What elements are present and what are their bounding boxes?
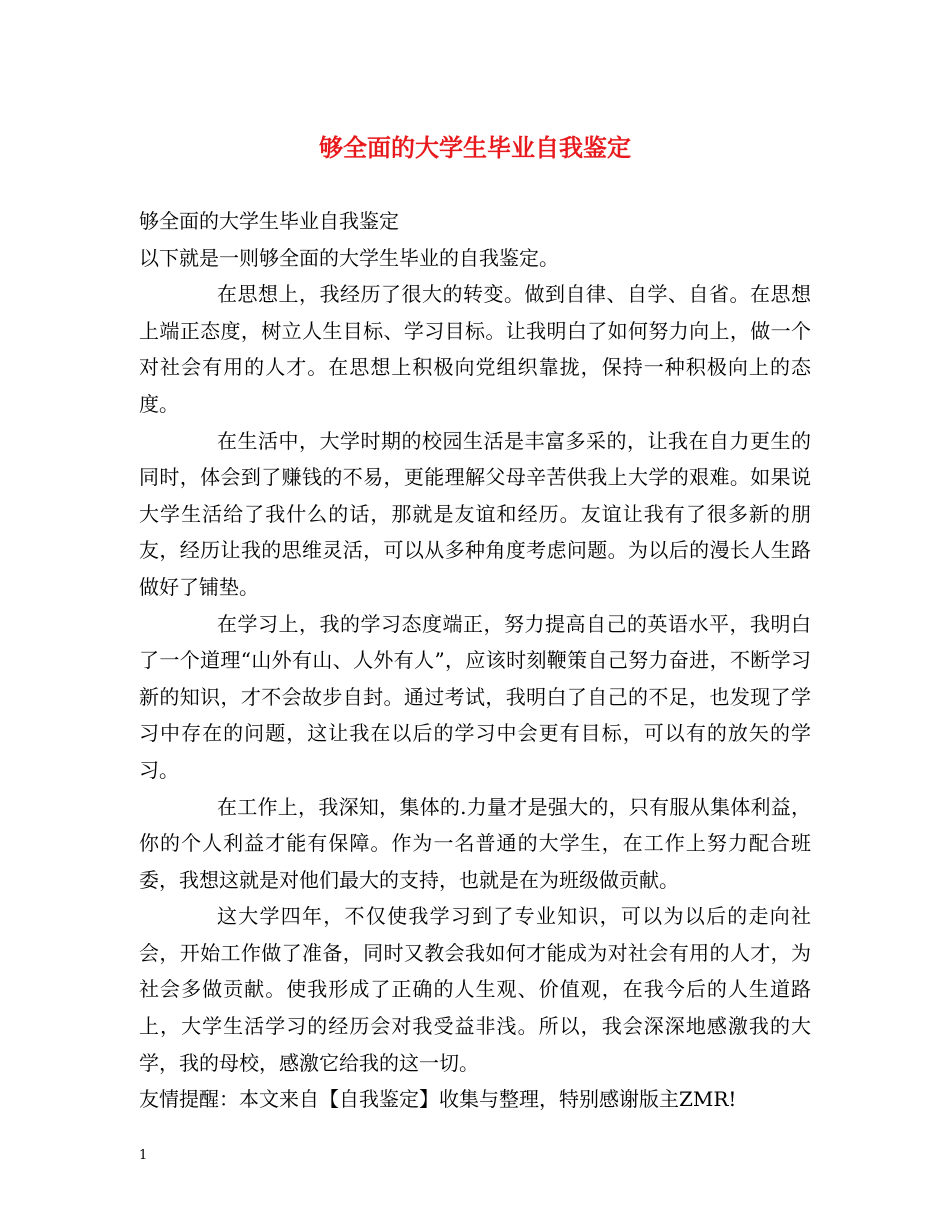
subtitle-line: 够全面的大学生毕业自我鉴定 xyxy=(139,209,399,233)
document-title: 够全面的大学生毕业自我鉴定 xyxy=(319,134,631,162)
document-body xyxy=(139,203,811,1118)
paragraph-study: 在学习上，我的学习态度端正，努力提高自己的英语水平，我明白了一个道理“山外有山、人外有人”，应该时刻鞭策自己努力奋进，不断学习新的知识，才不会故步自封。通过考试，我明白了自己的不足，也发现了学习中存在的问题，这让我在以后的学习中会更有目标，可以有的放矢的学习。 xyxy=(139,611,811,782)
paragraph-work: 在工作上，我深知，集体的.力量才是强大的，只有服从集体利益，你的个人利益才能有保障。作为一名普通的大学生，在工作上努力配合班委，我想这就是对他们最大的支持，也就是在为班级做贡献。 xyxy=(139,794,811,892)
footer-note: 友情提醒：本文来自【自我鉴定】收集与整理，特别感谢版主ZMR! xyxy=(139,1087,737,1112)
page-number: 1 xyxy=(139,1148,148,1163)
paragraph-life: 在生活中，大学时期的校园生活是丰富多采的，让我在自力更生的同时，体会到了赚钱的不易，更能理解父母辛苦供我上大学的艰难。如果说大学生活给了我什么的话，那就是友谊和经历。友谊让我有了很多新的朋友，经历让我的思维灵活，可以从多种角度考虑问题。为以后的漫长人生路做好了铺垫。 xyxy=(139,428,811,599)
paragraph-thought: 在思想上，我经历了很大的转变。做到自律、自学、自省。在思想上端正态度，树立人生目标、学习目标。让我明白了如何努力向上，做一个对社会有用的人才。在思想上积极向党组织靠拢，保持一种积极向上的态度。 xyxy=(139,282,811,416)
intro-line: 以下就是一则够全面的大学生毕业的自我鉴定。 xyxy=(139,245,559,270)
paragraph-summary: 这大学四年，不仅使我学习到了专业知识，可以为以后的走向社会，开始工作做了准备，同时又教会我如何才能成为对社会有用的人才，为社会多做贡献。使我形成了正确的人生观、价值观，在我今后的人生道路上，大学生活学习的经历会对我受益非浅。所以，我会深深地感激我的大学，我的母校，感激它给我的这一切。 xyxy=(139,904,811,1075)
